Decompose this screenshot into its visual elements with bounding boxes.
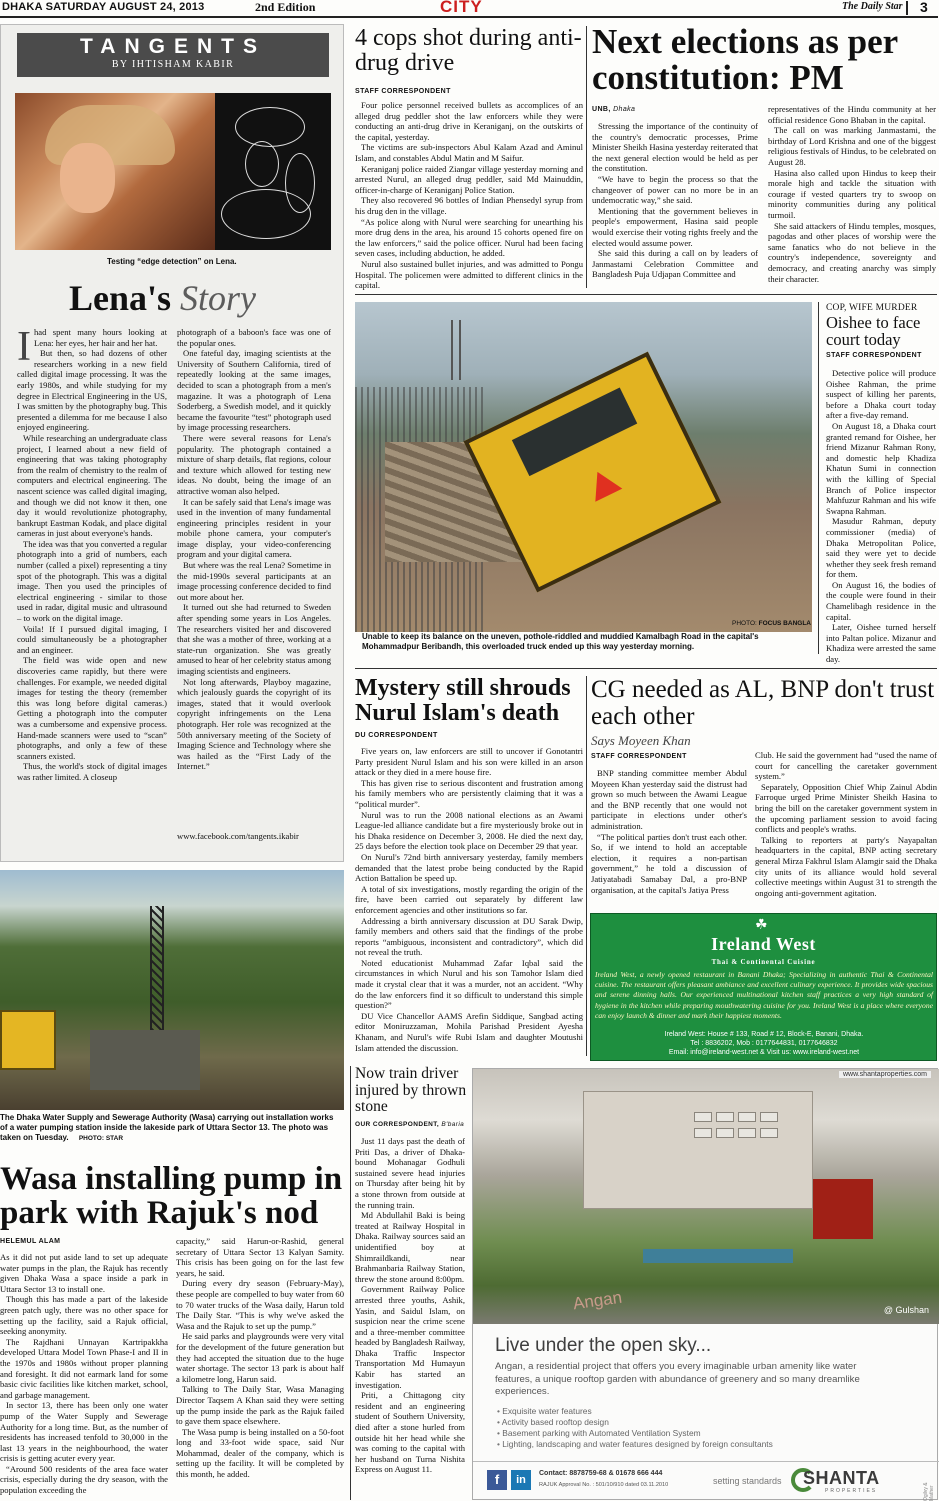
truck-photo-credit: PHOTO: FOCUS BANGLA	[732, 620, 811, 627]
elections-col2: representatives of the Hindu community at her official residence Gono Bhaban in the capital. The call on was marking Janmastami, the birthday of Lord Krishna and one of the biggest religious festivals of Hindus, to be celebrated on August 28. Hasina also called upon Hindus to keep their morale high and tackle the situation with courage if vested quarters try to swoop on minority communities during any political turmoil. She said attackers of Hindu temples, mosques, pagodas and other places of worship were the same fanatics who do not believe in the country's independence, sovereignty and democracy, and creating anarchy was simply their character.	[768, 104, 936, 284]
lena-original-image	[15, 93, 215, 250]
wasa-col1: As it did not put aside land to set up adequate water pumps in the plan, the Rajuk has recently given Dhaka Wasa a space inside a park in Uttara Sector 13 to install one. Though this has made a part of the lakeside green patch ugly, there was no other space for setting up the facility, said a Rajuk official, seeking anonymity. The Rajdhani Unnayan Kartripakkha developed Uttara Model Town Phase-I and II in the 1970s and 1980s without proper planning and foresight. It did not earmark land for some basic civic facilities like kitchen market, school, and garbage management. In sector 13, there has been only one water pump of the Water Supply and Sewerage Authority for a long time. But, as the number of residents has increased tenfold to 30,000 in the last 13 years in the neighbourhood, the water crisis is getting acuter every year. “Around 500 residents of the area face water crisis, especially during the dry season, with the population exceeding the	[0, 1252, 168, 1496]
oishee-kicker: COP, WIFE MURDER	[826, 303, 918, 313]
oishee-story: Detective police will produce Oishee Rahman, the prime suspect of killing her parents, before a Dhaka court today after a five-day remand. On August 18, a Dhaka court granted remand for Oishee, her friend Mizanur Rahman Rony, and domestic help Khadiza Khatun Sumi in connection with the killing of Special Branch of Police inspector Mahfuzur Rahman and his wife Swapna Rahman. Masudur Rahman, deputy commissioner (media) of Dhaka Metropolitan Police, said they were yet to decide whether they seek fresh remand for them. On August 16, the bodies of the couple were found in their Chamelibagh residence in the capital. Later, Oishee turned herself into Paltan police. Mizanur and Khadiza were arrested the same day.	[826, 368, 936, 665]
lena-headline-bold: Lena's	[69, 278, 172, 318]
shanta-contact: Contact: 8878759-68 & 01678 666 444	[539, 1470, 663, 1477]
elections-byline: UNB, Dhaka	[592, 106, 636, 113]
wasa-headline: Wasa installing pump in park with Rajuk's nod	[0, 1161, 343, 1232]
ireland-west-subtitle: Thai & Continental Cuisine	[711, 958, 816, 966]
ireland-west-title: Ireland West	[711, 934, 816, 954]
column-rule	[586, 26, 587, 288]
cops-story: Four police personnel received bullets as accomplices of an alleged drug peddler shot the law enforcers while they were conducting an anti-drug drive in Keraniganj, on the outskirts of the capital, yesterday. The victims are sub-inspectors Abul Kalam Azad and Aminul Islam, and constables Abdul Matin and M Saifur. Keraniganj police raided Ziangar village yesterday morning and arrested Nurul, an alleged drug peddler, said Md Mainuddin, officer-in-charge of Keraniganj Police Station. They also recovered 96 bottles of Indian Phensedyl syrup from his drug den in the village. “As police along with Nurul were searching for unearthing his more drug dens in the area, his around 15 cohorts opened fire on the law enforcers,” said the police officer. Nurul had been facing seven cases, including abduction, he added. Nurul also sustained bullet injuries, and was admitted to Pongu Hospital. The policemen were admitted to different clinics in the capital.	[355, 100, 583, 291]
tangents-banner	[17, 33, 329, 77]
mystery-headline: Mystery still shrouds Nurul Islam's death	[355, 675, 571, 727]
lena-headline	[69, 277, 256, 319]
mystery-byline: DU CORRESPONDENT	[355, 732, 438, 739]
pump-photo-caption: The Dhaka Water Supply and Sewerage Authority (Wasa) carrying out installation works of a water pumping station inside the lakeside park of Uttara Sector 13. The photo was taken on Tuesday. PHOTO: STAR	[0, 1113, 334, 1142]
shanta-properties-ad[interactable]	[472, 1068, 938, 1500]
ad-agency-credit: Ogilvy & Mather	[923, 1482, 935, 1501]
edition-label: 2nd Edition	[255, 0, 316, 14]
angan-location: @ Gulshan	[883, 1305, 929, 1315]
wasa-byline: HELEMUL ALAM	[0, 1238, 61, 1245]
list-item: • Exquisite water features	[497, 1406, 773, 1417]
shanta-tagline: Live under the open sky...	[495, 1335, 712, 1356]
shanta-logo: SHANTA	[803, 1468, 880, 1488]
section-name: CITY	[440, 0, 483, 16]
elections-col1: Stressing the importance of the continuity of the country's democratic processes, Prime Minister Sheikh Hasina yesterday reiterated that the next general election would be held as per the constitution. “We have to begin the process so that the changeover of power can no more be in an undemocratic way,” she said. Mentioning that the government believes in people's empowerment, Hasina said people would exercise their voting rights freely and the elected would assume power. She said this during a call on by leaders of Janmastami Celebration Committee and Bangladesh Puja Udjapan Committee and	[592, 121, 758, 280]
tangents-title: TANGENTS	[80, 35, 266, 58]
column-rule	[586, 676, 587, 1056]
page-number: 3	[920, 0, 928, 15]
tangents-facebook-link[interactable]: www.facebook.com/tangents.ikabir	[177, 831, 299, 841]
ireland-west-contact	[595, 1030, 933, 1057]
lena-photo-caption: Testing “edge detection” on Lena.	[107, 257, 237, 266]
shanta-description: Angan, a residential project that offers you every imaginable urban amenity like water features, a unique rooftop garden with abundance of greenery and so many dreamlike experiences.	[495, 1361, 860, 1398]
mystery-story: Five years on, law enforcers are still to uncover if Gonotantri Party president Nurul Islam and his son were killed in an arson attack or they died in a mere house fire. This has given rise to serious discontent and frustration among his family members who are persistently claiming that it was a “political murder”. Nurul was to run the 2008 national elections as an Awami League-led alliance candidate but a fire mysteriously broke out in his Dhaka residence on December 3, 2008. He died the next day, 25 days before the election took place on December 29 that year. On Nurul's 72nd birth anniversary yesterday, family members demanded that the latest probe being conducted by the Rapid Action Battalion be speed up. A total of six investigations, mostly regarding the origin of the fire, have been carried out separately by different law enforcement agencies and other institutions so far. Addressing a birth anniversary discussion at DU Sarak Dwip, family members and others said that the findings of the probe reports “ambiguous, inconsistent and contradictory”, which did not reveal the truth. Noted educationist Muhammad Zafar Iqbal said the circumstances in which Nurul and his son Tamohor Islam died made it crystal clear that it was a murder, not an accident. “Why do the law enforcers find it so difficult to understand this simple question?” DU Vice Chancellor AAMS Arefin Siddique, Sangbad acting editor Moniruzzaman, Mohila Parishad President Ayesha Khanam, and Nurul's wife Rubi Islam and daughter Moutushi Islam attended the discussion.	[355, 746, 583, 1053]
wasa-col2: capacity,” said Harun-or-Rashid, general secretary of Uttara Sector 13 Kalyan Samity. This crisis has been going on for the last few years, he said. During every dry season (February-May), these people are compelled to buy water from 60 to 70 water trucks of the Wasa daily, Harun told The Daily Star. “This is why we've asked the Wasa and the Rajuk to set up the pump.” He said parks and playgrounds were very vital for the development of the future generation but they had accepted the situation due to the huge water shortage. The sector 13 park is about half a kilometre long, Harun said. Talking to The Daily Star, Wasa Managing Director Taqsem A Khan said they were setting up the pump inside the park as the Rajuk failed to gave them space elsewhere. The Wasa pump is being installed on a 50-foot long and 33-foot wide space, said Nur Mohammad, dealer of the company, which is setting up the facility. It will be completed by this month, he added.	[176, 1236, 344, 1480]
lena-story-col1: I had spent many hours looking at Lena: her eyes, her hair and her hat. But then, so had dozens of other researchers working in a new field called digital image processing. It was the early 1980s, and while studying for my degree in Electrical Engineering in the US, I was smitten by the photography bug. This presented a dilemma for me because I also enjoyed engineering. While researching an undergraduate class project, I learned about a new field of engineering that was taking photography from the realm of chemistry to the realm of computers and electrical engineering. The nascent science was called digital imaging, and though we did not know it then, one day it would revolutionize photography, bankrupt Eastman Kodak, and place digital cameras in just about everyone's hands. The idea was that you converted a regular photograph into a grid of numbers, each number (called a pixel) representing a tiny spot of the photograph. This was a digital image. Then you used the principles of electrical engineering - similar to those used in radar, digital music and ultrasound – to work on the digital image. Voila! If I pursued digital imaging, I could simultaneously be a photographer and an engineer. The field was wide open and new discoveries came rapidly, but there were challenges. For example, we needed digital images for testing the theory (remember this was long before digital cameras.) Getting a photograph into the computer was a cumbersome and expensive process. Hand-made scanners were used to “scan” photographs, and only a few of these scanners existed. Thus, the world's stock of digital images was rather limited. A closeup	[17, 324, 167, 782]
shanta-slogan: setting standards	[713, 1476, 782, 1486]
train-headline: Now train driver injured by thrown stone	[355, 1065, 467, 1116]
cops-headline: 4 cops shot during anti-drug drive	[355, 25, 582, 77]
cg-col2: Club. He said the government had “used the name of court for cancelling the caretaker government system.” Separately, Opposition Chief Whip Zainul Abdin Farroque urged Prime Minister Sheikh Hasina to bring the bill on the caretaker government system in the upcoming parliament session to avoid facing conflicts and people's wraths. Talking to reporters at party's Nayapaltan headquarters in the capital, BNP acting secretary general Mirza Fakhrul Islam Alamgir said the Dhaka city units of its alliance would hold several collective meetings within August 31 to strength the ongoing anti-government agitation.	[755, 750, 937, 898]
section-rule	[355, 294, 937, 295]
angan-project-name: Angan	[571, 1287, 624, 1314]
section-rule	[355, 668, 937, 669]
shamrock-icon: ☘	[755, 918, 768, 933]
ireland-west-address: Ireland West: House # 133, Road # 12, Block-E, Banani, Dhaka.	[664, 1031, 864, 1038]
oishee-byline: STAFF CORRESPONDENT	[826, 352, 922, 359]
column-rule	[350, 1066, 351, 1500]
angan-rendering	[473, 1069, 939, 1324]
list-item: • Lighting, landscaping and water features designed by foreign consultants	[497, 1439, 773, 1450]
cg-subhead: Says Moyeen Khan	[591, 733, 691, 748]
header-divider	[906, 1, 908, 15]
ireland-west-description: Ireland West, a newly opened restaurant in Banani Dhaka; Specializing in authentic Thai & Continental cuisine. The restaurant offers pleasant ambiance and excellent culinary experience. It provides wide spacious and serene dinning halls. Our experienced multinational kitchen staff practices a very high standard of hygiene in the kitchen while preparing mouthwatering cuisine for you. Ireland West is a place where everyone can enjoy launch & dinner and mark their happiest moments.	[595, 970, 933, 1020]
page-header	[0, 0, 938, 18]
lena-headline-italic: Story	[180, 278, 257, 318]
tangents-column	[0, 24, 344, 862]
pump-photo-credit: PHOTO: STAR	[78, 1135, 124, 1142]
elections-headline: Next elections as per constitution: PM	[592, 22, 898, 98]
ireland-west-email[interactable]: Email: info@ireland-west.net & Visit us: www.ireland-west.net	[668, 1049, 860, 1056]
ireland-west-ad[interactable]	[590, 913, 937, 1061]
list-item: • Basement parking with Automated Ventilation System	[497, 1428, 773, 1439]
facebook-icon[interactable]: f	[487, 1470, 507, 1490]
shanta-features-list	[497, 1406, 773, 1450]
shanta-footer	[473, 1461, 939, 1501]
shanta-logo-subtitle: PROPERTIES	[825, 1488, 878, 1494]
issue-date: DHAKA SATURDAY AUGUST 24, 2013	[2, 1, 205, 13]
rajuk-approval: RAJUK Approval No. : 501/10/910 dated 03.11.2010	[539, 1482, 669, 1488]
linkedin-icon[interactable]: in	[511, 1470, 531, 1490]
column-rule	[818, 302, 819, 654]
train-story: Just 11 days past the death of Priti Das, a driver of Dhaka-bound Mohanagar Godhuli sustained severe head injuries on Thursday after being hit by a stone thrown from outside at the running train. Md Abdullahil Baki is being treated at Railway Hospital in Dhaka. Railway sources said an unidentified boy at Shimraildkandi, near Brahmanbaria Railway Station, threw the stone around 8:00pm. Government Railway Police arrested three youths, Ashik, Yasin, and Saidul Islam, on suspicion near the crime scene and a three-member committee headed by Bangladesh Railway, Dhaka Traffic Inspector Transportation Md Humayun Kabir has started an investigation. Priti, a Chittagong city resident and an engineering student of Southern University, died after a stone hurled from outside hit her head while she was coming to the capital with her husband on Turna Nishita Express on August 11.	[355, 1136, 465, 1475]
wasa-pump-photo	[0, 870, 344, 1110]
cops-byline: STAFF CORRESPONDENT	[355, 88, 451, 95]
masthead-logo: The Daily Star	[842, 1, 903, 12]
truck-photo-caption: Unable to keep its balance on the uneven, pothole-riddled and muddied Kamalbagh Road in the capital's Mohammadpur Beribandh, this overloaded truck ended up this way yesterday morning.	[362, 632, 759, 651]
cg-headline: CG needed as AL, BNP don't trust each other	[591, 676, 935, 730]
lena-edge-detection-photo	[15, 93, 331, 250]
oishee-headline: Oishee to face court today	[826, 313, 921, 350]
lena-story-col2: photograph of a baboon's face was one of the popular ones. One fateful day, imaging scientists at the University of Southern California, tired of repeatedly looking at the same images, decided to scan a photograph from a men's magazine. It was a photograph of Lena Soderberg, a Swedish model, and it quickly became the favourite “test” photograph used by image processing researchers. There were several reasons for Lena's popularity. The photograph contained a mixture of sharp details, flat regions, colour and texture which allowed for testing new ideas. No doubt, being the image of an attractive woman also helped. It can be safely said that Lena's image was used in the invention of many fundamental engineering principles resident in your mobile phone camera, your computer's image display, your video-conferencing program and your digital camera. But where was the real Lena? Sometime in the mid-1990s several participants at an image processing conference decided to find out more about her. It turned out she had returned to Sweden after spending some years in Los Angeles. The researchers visited her and discovered that she was a mother of three, working at a state-run organization. She was greatly amused to hear of her celebrity status among imaging scientists and engineers. Not long afterwards, Playboy magazine, which jealously guards the copyright of its images, stated that it would overlook copyright infringements on the Lena photograph. Her role was recognized at the 50th anniversary meeting of the Society of Imaging Science and Technology where she was hailed as the “First Lady of the Internet.”	[177, 327, 331, 772]
train-byline: OUR CORRESPONDENT, B'baria	[355, 1121, 465, 1128]
ireland-west-tel: Tel : 8836202, Mob : 0177644831, 0177646832	[690, 1040, 838, 1047]
cg-byline: STAFF CORRESPONDENT	[591, 753, 687, 760]
lena-edge-image	[215, 93, 331, 250]
tangents-byline: BY IHTISHAM KABIR	[111, 59, 235, 70]
lena-dropcap: I	[17, 324, 31, 370]
list-item: • Activity based rooftop design	[497, 1417, 773, 1428]
overturned-truck-photo	[355, 302, 812, 632]
shanta-website[interactable]: www.shantaproperties.com	[839, 1071, 931, 1078]
cg-col1: BNP standing committee member Abdul Moyeen Khan yesterday said the distrust had grown so much between the Awami League and the BNP recently that one would not participate in elections under other's administration. “The political parties don't trust each other. So, if we intend to hold an acceptable election, it requires a non-partisan government,” he told a discussion of Jatiyatabadi Samabay Dal, a pro-BNP organisation, at the capital's Jatiya Press	[591, 768, 747, 895]
